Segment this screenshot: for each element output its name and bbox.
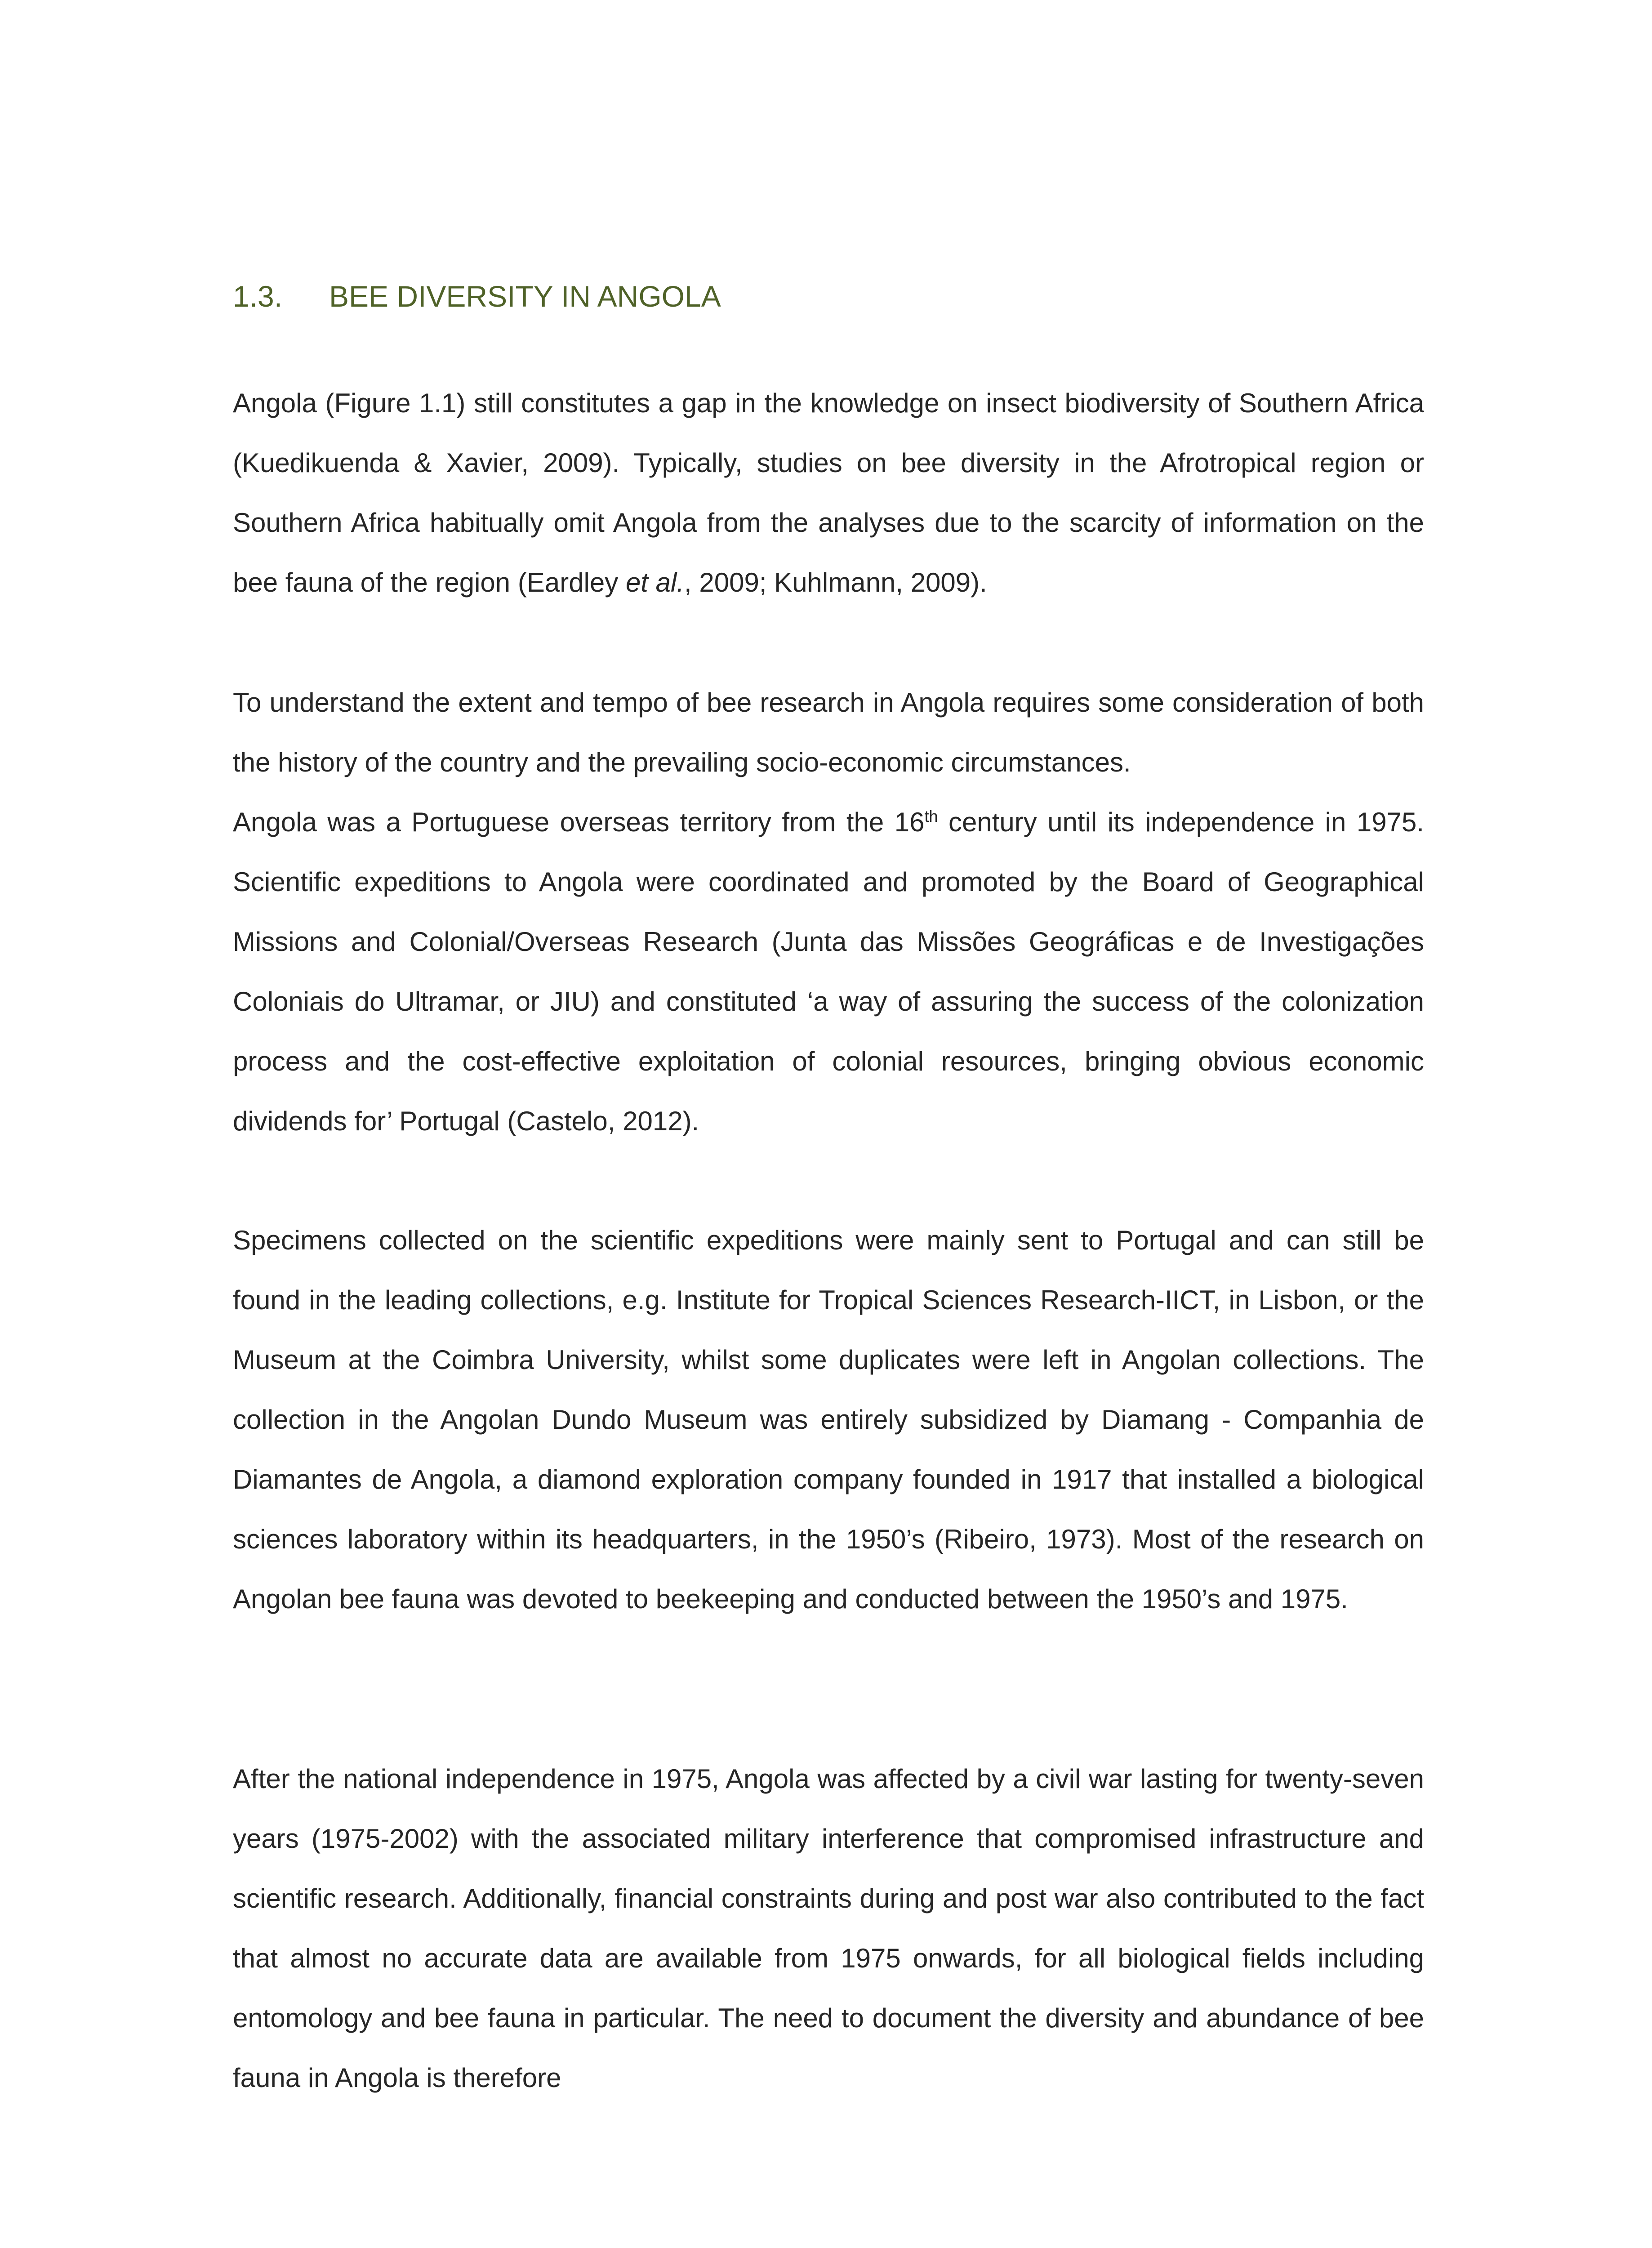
- paragraph-1-italic: et al.: [625, 567, 685, 598]
- section-number: 1.3.: [233, 280, 283, 313]
- section-heading: [233, 276, 721, 317]
- paragraph-2-text-continued: Angola was a Portuguese overseas territory from the 16: [233, 807, 925, 837]
- paragraph-1-text-end: , 2009; Kuhlmann, 2009).: [684, 567, 987, 598]
- paragraph-1: [233, 373, 1424, 612]
- paragraph-1-text: Angola (Figure 1.1) still constitutes a gap in the knowledge on insect biodiversity of Southern Africa (Kuedikuenda & Xavier, 2009). Typically, studies on bee diversity in the Afrotropical region or Southern Africa habitually omit Angola from the analyses due to the scarcity of information on the bee fauna of the region (Eardley: [233, 388, 1424, 598]
- superscript: th: [924, 807, 938, 825]
- paragraph-4: After the national independence in 1975, Angola was affected by a civil war lasting for twenty-seven years (1975-2002) with the associated military interference that compromised infrastructure and scientific research. Additionally, financial constraints during and post war also contributed to the fact that almost no accurate data are available from 1975 onwards, for all biological fields including entomology and bee fauna in particular. The need to document the diversity and abundance of bee fauna in Angola is therefore: [233, 1764, 1424, 2093]
- paragraph-2: [233, 673, 1424, 1151]
- paragraph-2-text-end: century until its independence in 1975. Scientific expeditions to Angola were coordinated and promoted by the Board of Geographical Missions and Colonial/Overseas Research (Junta das Missões Geográficas e de Investigações Coloniais do Ultramar, or JIU) and constituted ‘a way of assuring the success of the colonization process and the cost-effective exploitation of colonial resources, bringing obvious economic dividends for’ Portugal (Castelo, 2012).: [233, 807, 1424, 1136]
- section-title: BEE DIVERSITY IN ANGOLA: [329, 280, 721, 313]
- paragraph-2-text: To understand the extent and tempo of bee research in Angola requires some consideration of both the history of the country and the prevailing socio-economic circumstances.: [233, 687, 1424, 777]
- paragraph-3: Specimens collected on the scientific expeditions were mainly sent to Portugal and can still be found in the leading collections, e.g. Institute for Tropical Sciences Research-IICT, in Lisbon, or the Museum at the Coimbra University, whilst some duplicates were left in Angolan collections. The collection in the Angolan Dundo Museum was entirely subsidized by Diamang - Companhia de Diamantes de Angola, a diamond exploration company founded in 1917 that installed a biological sciences laboratory within its headquarters, in the 1950’s (Ribeiro, 1973). Most of the research on Angolan bee fauna was devoted to beekeeping and conducted between the 1950’s and 1975.: [233, 1225, 1424, 1614]
